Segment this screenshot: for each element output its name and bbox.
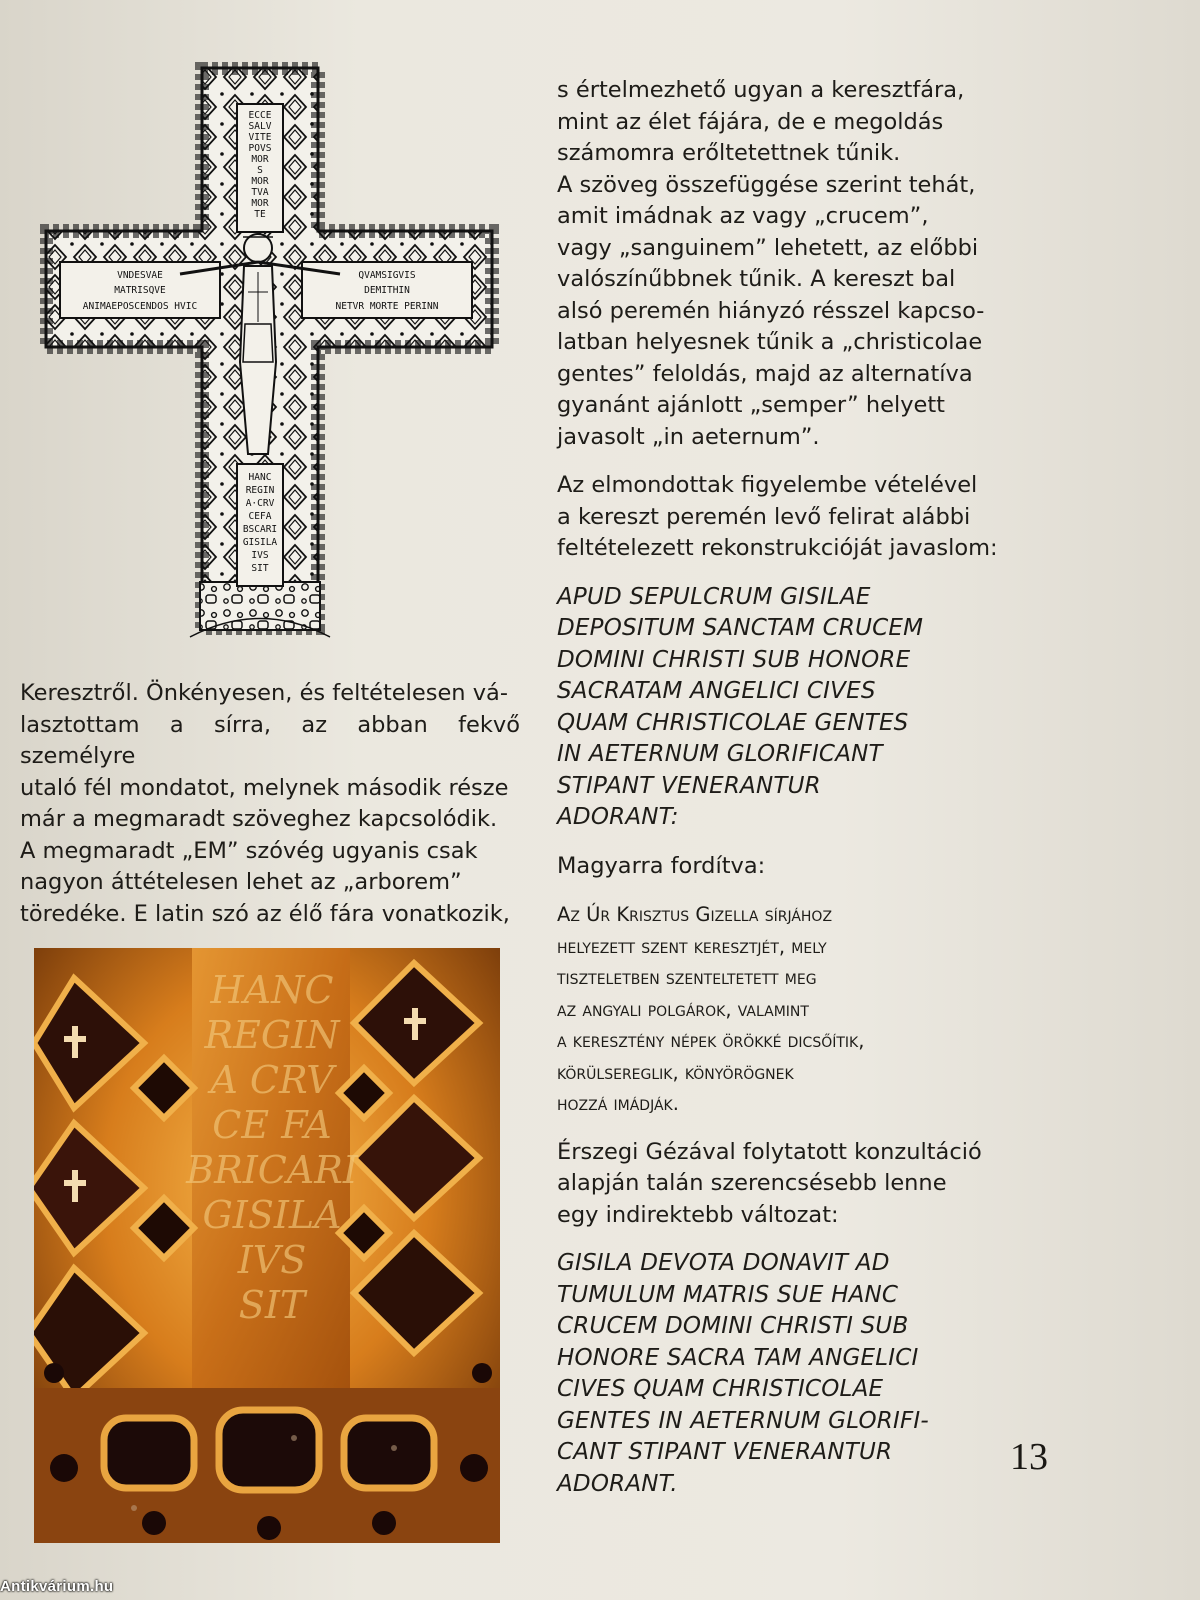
paragraph-1 (557, 75, 985, 453)
translation-line: a keresztény népek örökké dicsőítik, (557, 1029, 865, 1052)
cross-line-drawing (40, 62, 510, 650)
p1-line: s értelmezhető ugyan a keresztfára, (557, 77, 965, 103)
watermark: Antikvárium.hu (0, 1578, 114, 1595)
latin2-line: GISILA DEVOTA DONAVIT AD (557, 1250, 890, 1276)
cross-inscription-top-2: VITE (248, 132, 272, 143)
left-line: A megmaradt „EM” szóvég ugyanis csak (20, 837, 478, 864)
left-line: nagyon áttételesen lehet az „arborem” (20, 869, 462, 895)
p2-line: a kereszt peremén levő felirat alábbi (557, 503, 971, 530)
p2-line: feltételezett rekonstrukcióját javaslom: (557, 535, 998, 561)
cross-inscription-top-4: MOR (251, 154, 269, 165)
latin-reconstruction-2 (557, 1248, 977, 1500)
p1-line: latban helyesnek tűnik a „christicolae (557, 329, 983, 355)
photo-inscription-3: CE FA (212, 1103, 332, 1147)
latin1-line: ADORANT: (557, 804, 679, 830)
photo-inscription-6: IVS (237, 1238, 307, 1282)
cross-inscription-top-6: MOR (251, 176, 269, 187)
translation-line: helyezett szent keresztjét, mely (557, 934, 827, 958)
cross-inscription-right-0: QVAMSIGVIS (358, 270, 416, 281)
cross-inscription-bottom-3: CEFA (248, 511, 272, 522)
p3-line: Érszegi Gézával folytatott konzultáció (557, 1138, 982, 1165)
photo-inscription-5: GISILA (202, 1193, 342, 1237)
cross-inscription-top-9: TE (254, 209, 266, 220)
p2-line: Az elmondottak figyelembe vételével (557, 472, 978, 498)
cross-detail-photo (34, 948, 500, 1543)
left-line: töredéke. E latin szó az élő fára vonatkozik, (20, 900, 510, 927)
latin1-line: QUAM CHRISTICOLAE GENTES (557, 709, 909, 736)
cross-inscription-top-5: S (257, 165, 263, 176)
paragraph-3 (557, 1137, 982, 1232)
photo-inscription-7: SIT (238, 1283, 306, 1327)
cross-inscription-top-8: MOR (251, 198, 269, 209)
p1-line: alsó peremén hiányzó résszel kapcso- (557, 297, 985, 324)
latin2-line: TUMULUM MATRIS SUE HANC (557, 1281, 899, 1308)
left-line: utaló fél mondatot, melynek második része (20, 774, 509, 801)
right-column-text (557, 75, 998, 1517)
latin1-line: SACRATAM ANGELICI CIVES (557, 678, 876, 704)
cross-inscription-top-7: TVA (251, 187, 269, 198)
p1-line: számomra erőltetettnek tűnik. (557, 140, 901, 166)
p3-line: alapján talán szerencsésebb lenne (557, 1170, 947, 1196)
photo-inscription-4: BRICARI (186, 1148, 358, 1192)
hungarian-translation (557, 899, 977, 1120)
latin2-line: CIVES QUAM CHRISTICOLAE (557, 1376, 884, 1402)
cross-inscription-top-3: POVS (248, 143, 272, 154)
latin2-line: ADORANT. (557, 1470, 678, 1497)
latin1-line: DEPOSITUM SANCTAM CRUCEM (557, 615, 924, 641)
p1-line: valószínűbbnek tűnik. A kereszt bal (557, 266, 956, 292)
paragraph-2 (557, 470, 998, 565)
cross-inscription-bottom-5: GISILA (242, 537, 278, 548)
latin1-line: IN AETERNUM GLORIFICANT (557, 741, 883, 767)
left-line: Keresztről. Önkényesen, és feltételesen vá- (20, 680, 508, 706)
latin2-line: CANT STIPANT VENERANTUR (557, 1439, 893, 1465)
page-number: 13 (1010, 1436, 1048, 1478)
left-column-text (20, 678, 520, 930)
translation-label: Magyarra fordítva: (557, 852, 766, 879)
cross-inscription-bottom-0: HANC (248, 472, 272, 483)
p1-line: gentes” feloldás, majd az alternatíva (557, 360, 973, 387)
translation-line: Az Úr Krisztus Gizella sírjához (557, 903, 833, 926)
left-line: már a megmaradt szöveghez kapcsolódik. (20, 806, 498, 832)
latin1-line: DOMINI CHRISTI SUB HONORE (557, 646, 911, 673)
p1-line: mint az élet fájára, de e megoldás (557, 108, 944, 135)
p1-line: gyanánt ajánlott „semper” helyett (557, 392, 945, 418)
cross-inscription-top-0: ECCE (248, 110, 272, 121)
latin2-line: HONORE SACRA TAM ANGELICI (557, 1344, 919, 1371)
cross-inscription-bottom-2: A·CRV (245, 498, 275, 509)
translation-line: az angyali polgárok, valamint (557, 997, 809, 1021)
cross-inscription-bottom-1: REGIN (245, 485, 275, 496)
translation-line: körülsereglik, könyörögnek (557, 1060, 794, 1084)
photo-inscription-2: A CRV (210, 1058, 334, 1102)
left-line: lasztottam a sírra, az abban fekvő személyre (20, 711, 520, 769)
latin2-line: CRUCEM DOMINI CHRISTI SUB (557, 1313, 909, 1339)
cross-inscription-left-1: MATRISQVE (114, 285, 166, 296)
cross-inscription-left-2: ANIMAEPOSCENDOS HVIC (82, 301, 198, 312)
cross-inscription-right-1: DEMITHIN (364, 285, 410, 296)
p1-line: javasolt „in aeternum”. (557, 423, 820, 450)
cross-inscription-bottom-7: SIT (251, 563, 269, 574)
cross-inscription-left-0: VNDESVAE (117, 270, 163, 281)
latin2-line: GENTES IN AETERNUM GLORIFI- (557, 1407, 929, 1434)
translation-line: hozzá imádják. (557, 1092, 679, 1115)
p1-line: vagy „sanguinem” lehetett, az előbbi (557, 234, 979, 261)
latin1-line: APUD SEPULCRUM GISILAE (557, 583, 871, 610)
photo-inscription-1: REGIN (204, 1013, 340, 1057)
photo-inscription-0: HANC (210, 968, 334, 1012)
cross-inscription-bottom-6: IVS (251, 550, 269, 561)
cross-inscription-right-2: NETVR MORTE PERINN (335, 301, 439, 312)
translation-line: tiszteletben szenteltetett meg (557, 966, 817, 989)
cross-inscription-bottom-4: BSCARI (242, 524, 278, 535)
p3-line: egy indirektebb változat: (557, 1201, 839, 1228)
p1-line: amit imádnak az vagy „crucem”, (557, 203, 929, 229)
latin-reconstruction-1 (557, 582, 977, 834)
p1-line: A szöveg összefüggése szerint tehát, (557, 171, 976, 198)
cross-inscription-top-1: SALV (248, 121, 272, 132)
latin1-line: STIPANT VENERANTUR (557, 772, 821, 799)
